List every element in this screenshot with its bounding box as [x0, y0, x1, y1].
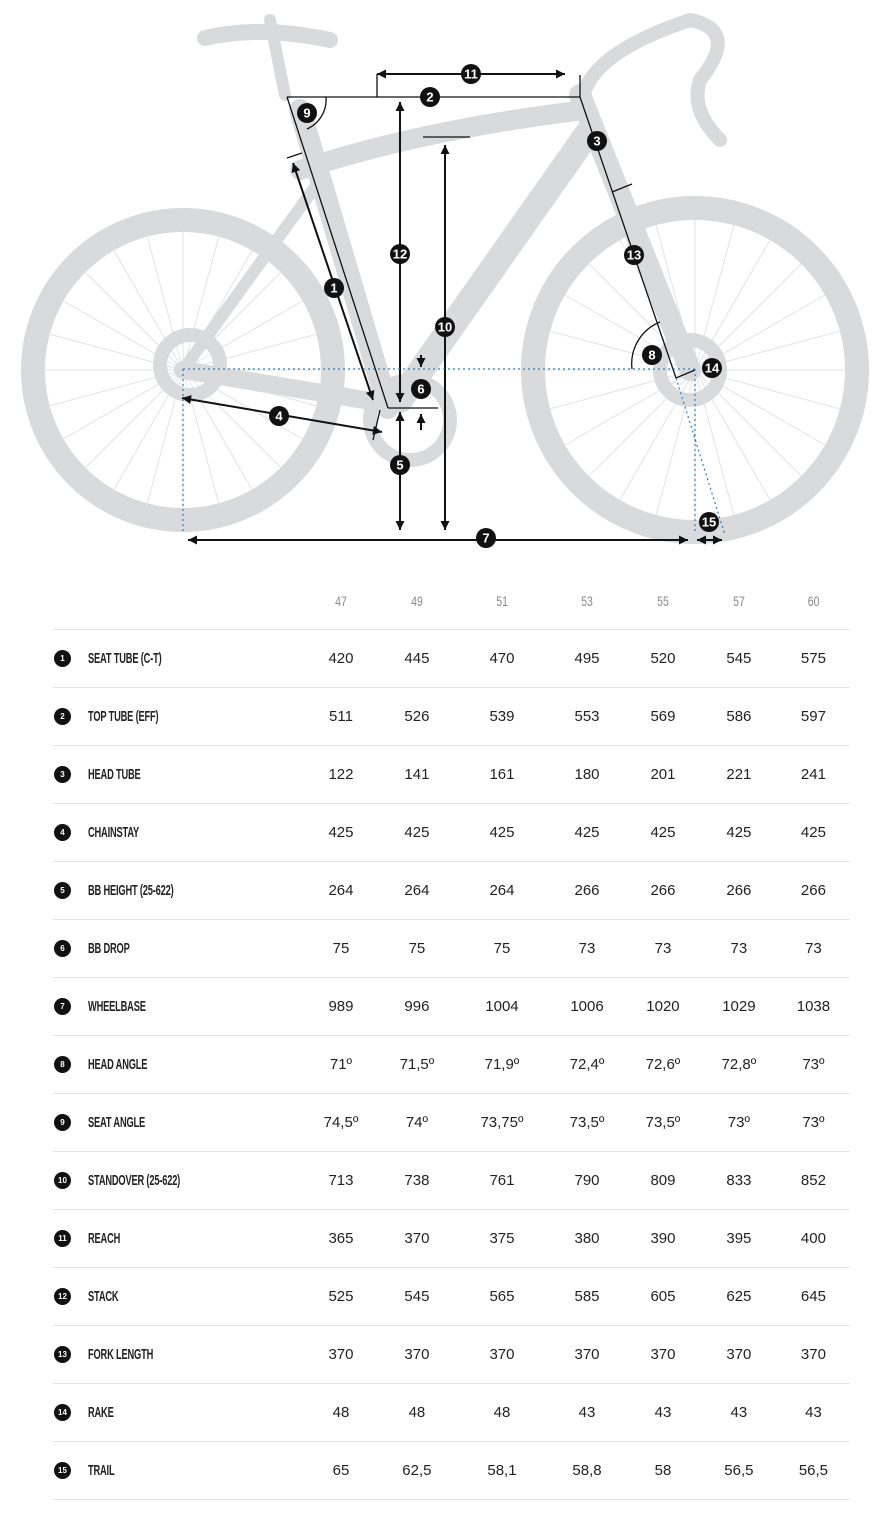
value-cell: 425	[777, 804, 850, 862]
value-cell: 72,6º	[625, 1036, 701, 1094]
value-cell: 62,5	[379, 1442, 455, 1500]
arrowhead	[396, 102, 405, 111]
arrowhead	[556, 70, 565, 79]
value-cell: 605	[625, 1268, 701, 1326]
value-cell: 58,8	[549, 1442, 625, 1500]
value-cell: 545	[379, 1268, 455, 1326]
marker-label: 10	[437, 319, 453, 335]
value-cell: 470	[455, 630, 549, 688]
value-cell: 73	[549, 920, 625, 978]
marker-label: 1	[330, 280, 338, 296]
marker-1	[324, 278, 344, 298]
value-cell: 425	[701, 804, 777, 862]
value-cell: 43	[777, 1384, 850, 1442]
size-header-60: 60	[807, 592, 820, 609]
table-row	[53, 1326, 850, 1384]
table-row	[53, 1210, 850, 1268]
table-row	[53, 1442, 850, 1500]
row-number-badge: 10	[54, 1172, 71, 1189]
row-label: BB HEIGHT (25-622)	[88, 882, 174, 900]
marker-label: 15	[701, 514, 717, 530]
value-cell: 511	[303, 688, 379, 746]
size-header-49: 49	[411, 592, 423, 609]
marker-label: 2	[426, 89, 434, 105]
value-cell: 370	[455, 1326, 549, 1384]
marker-label: 8	[648, 347, 656, 363]
geometry-table	[53, 572, 850, 1500]
marker-9	[297, 103, 317, 123]
value-cell: 520	[625, 630, 701, 688]
marker-2	[420, 87, 440, 107]
row-label: FORK LENGTH	[88, 1346, 154, 1364]
value-cell: 161	[455, 746, 549, 804]
value-cell: 370	[303, 1326, 379, 1384]
marker-11	[461, 64, 481, 84]
value-cell: 713	[303, 1152, 379, 1210]
row-label-cell	[53, 1268, 303, 1326]
marker-label: 5	[396, 457, 404, 473]
table-row	[53, 862, 850, 920]
table-row	[53, 1036, 850, 1094]
row-label: WHEELBASE	[88, 998, 146, 1016]
value-cell: 380	[549, 1210, 625, 1268]
value-cell: 73,5º	[625, 1094, 701, 1152]
value-cell: 425	[549, 804, 625, 862]
spoke	[589, 370, 695, 476]
row-number-badge: 2	[54, 708, 71, 725]
value-cell: 264	[455, 862, 549, 920]
row-label: TRAIL	[88, 1462, 115, 1480]
size-header-53: 53	[581, 592, 593, 609]
value-cell: 370	[701, 1326, 777, 1384]
value-cell: 73	[625, 920, 701, 978]
value-cell: 75	[303, 920, 379, 978]
row-label-cell	[53, 630, 303, 688]
table-row	[53, 746, 850, 804]
marker-label: 13	[626, 247, 642, 263]
value-cell: 370	[379, 1326, 455, 1384]
row-number-badge: 9	[54, 1114, 71, 1131]
value-cell: 400	[777, 1210, 850, 1268]
arrowhead	[377, 70, 386, 79]
row-number-badge: 6	[54, 940, 71, 957]
value-cell: 266	[701, 862, 777, 920]
value-cell: 553	[549, 688, 625, 746]
marker-13	[624, 245, 644, 265]
value-cell: 58,1	[455, 1442, 549, 1500]
value-cell: 390	[625, 1210, 701, 1268]
row-number-badge: 12	[54, 1288, 71, 1305]
size-header-row	[53, 572, 850, 630]
value-cell: 625	[701, 1268, 777, 1326]
marker-label: 9	[303, 105, 311, 121]
value-cell: 370	[549, 1326, 625, 1384]
marker-label: 6	[417, 381, 425, 397]
row-label-cell	[53, 1326, 303, 1384]
value-cell: 833	[701, 1152, 777, 1210]
row-label: CHAINSTAY	[88, 824, 140, 842]
value-cell: 58	[625, 1442, 701, 1500]
value-cell: 56,5	[777, 1442, 850, 1500]
value-cell: 43	[701, 1384, 777, 1442]
value-cell: 141	[379, 746, 455, 804]
value-cell: 425	[625, 804, 701, 862]
row-label: REACH	[88, 1230, 121, 1248]
row-label-cell	[53, 978, 303, 1036]
value-cell: 71,9º	[455, 1036, 549, 1094]
value-cell: 43	[625, 1384, 701, 1442]
value-cell: 71,5º	[379, 1036, 455, 1094]
row-label-cell	[53, 746, 303, 804]
row-label-cell	[53, 920, 303, 978]
marker-12	[390, 244, 410, 264]
arrowhead	[188, 536, 197, 545]
marker-5	[390, 455, 410, 475]
value-cell: 56,5	[701, 1442, 777, 1500]
spoke	[113, 249, 183, 370]
value-cell: 221	[701, 746, 777, 804]
value-cell: 73º	[777, 1094, 850, 1152]
value-cell: 645	[777, 1268, 850, 1326]
value-cell: 425	[455, 804, 549, 862]
size-header-57: 57	[733, 592, 745, 609]
value-cell: 73	[701, 920, 777, 978]
value-cell: 539	[455, 688, 549, 746]
value-cell: 525	[303, 1268, 379, 1326]
row-label-cell	[53, 862, 303, 920]
value-cell: 73,5º	[549, 1094, 625, 1152]
row-number-badge: 3	[54, 766, 71, 783]
value-cell: 370	[777, 1326, 850, 1384]
value-cell: 425	[303, 804, 379, 862]
value-cell: 790	[549, 1152, 625, 1210]
row-number-badge: 7	[54, 998, 71, 1015]
value-cell: 71º	[303, 1036, 379, 1094]
value-cell: 264	[303, 862, 379, 920]
row-number-badge: 11	[54, 1230, 71, 1247]
table-row	[53, 630, 850, 688]
value-cell: 597	[777, 688, 850, 746]
table-row	[53, 1152, 850, 1210]
value-cell: 73	[777, 920, 850, 978]
value-cell: 75	[379, 920, 455, 978]
value-cell: 73,75º	[455, 1094, 549, 1152]
row-number-badge: 1	[54, 650, 71, 667]
arrowhead	[441, 521, 450, 530]
marker-label: 7	[482, 530, 490, 546]
marker-6	[411, 379, 431, 399]
row-label: SEAT ANGLE	[88, 1114, 146, 1132]
value-cell: 375	[455, 1210, 549, 1268]
value-cell: 370	[625, 1326, 701, 1384]
row-label: STANDOVER (25-622)	[88, 1172, 181, 1190]
marker-label: 12	[392, 246, 408, 262]
table-row	[53, 1268, 850, 1326]
value-cell: 852	[777, 1152, 850, 1210]
value-cell: 74º	[379, 1094, 455, 1152]
value-cell: 1038	[777, 978, 850, 1036]
value-cell: 266	[625, 862, 701, 920]
table-row	[53, 688, 850, 746]
value-cell: 1029	[701, 978, 777, 1036]
value-cell: 526	[379, 688, 455, 746]
value-cell: 425	[379, 804, 455, 862]
value-cell: 266	[549, 862, 625, 920]
value-cell: 809	[625, 1152, 701, 1210]
arrowhead	[441, 145, 450, 154]
row-label-cell	[53, 688, 303, 746]
marker-14	[702, 358, 722, 378]
row-number-badge: 14	[54, 1404, 71, 1421]
marker-15	[699, 512, 719, 532]
value-cell: 996	[379, 978, 455, 1036]
row-number-badge: 5	[54, 882, 71, 899]
marker-10	[435, 317, 455, 337]
marker-8	[642, 345, 662, 365]
value-cell: 575	[777, 630, 850, 688]
marker-label: 14	[704, 360, 720, 376]
row-number-badge: 13	[54, 1346, 71, 1363]
row-label-cell	[53, 804, 303, 862]
value-cell: 48	[455, 1384, 549, 1442]
value-cell: 989	[303, 978, 379, 1036]
value-cell: 569	[625, 688, 701, 746]
bike-geometry-diagram	[0, 0, 886, 560]
value-cell: 545	[701, 630, 777, 688]
size-header-55: 55	[657, 592, 669, 609]
row-label: HEAD ANGLE	[88, 1056, 148, 1074]
value-cell: 1020	[625, 978, 701, 1036]
table-row	[53, 978, 850, 1036]
value-cell: 585	[549, 1268, 625, 1326]
row-label-cell	[53, 1210, 303, 1268]
spoke	[565, 370, 695, 445]
value-cell: 586	[701, 688, 777, 746]
marker-3	[587, 131, 607, 151]
value-cell: 73º	[777, 1036, 850, 1094]
value-cell: 1004	[455, 978, 549, 1036]
table-row	[53, 1094, 850, 1152]
arrowhead	[396, 521, 405, 530]
value-cell: 395	[701, 1210, 777, 1268]
value-cell: 72,4º	[549, 1036, 625, 1094]
marker-label: 11	[464, 66, 478, 82]
table-row	[53, 1384, 850, 1442]
row-label-cell	[53, 1152, 303, 1210]
row-number-badge: 8	[54, 1056, 71, 1073]
value-cell: 73º	[701, 1094, 777, 1152]
row-label-cell	[53, 1384, 303, 1442]
value-cell: 495	[549, 630, 625, 688]
value-cell: 65	[303, 1442, 379, 1500]
size-header-51: 51	[496, 592, 508, 609]
row-number-badge: 15	[54, 1462, 71, 1479]
value-cell: 180	[549, 746, 625, 804]
row-label-cell	[53, 1036, 303, 1094]
marker-7	[476, 528, 496, 548]
value-cell: 1006	[549, 978, 625, 1036]
value-cell: 241	[777, 746, 850, 804]
marker-4	[269, 406, 289, 426]
row-label: HEAD TUBE	[88, 766, 141, 784]
arrowhead	[417, 414, 426, 423]
row-label: STACK	[88, 1288, 119, 1306]
value-cell: 72,8º	[701, 1036, 777, 1094]
value-cell: 370	[379, 1210, 455, 1268]
size-header-47: 47	[335, 592, 347, 609]
row-label-cell	[53, 1442, 303, 1500]
value-cell: 43	[549, 1384, 625, 1442]
row-label: BB DROP	[88, 940, 130, 958]
value-cell: 122	[303, 746, 379, 804]
marker-label: 4	[275, 408, 283, 424]
row-label: TOP TUBE (EFF)	[88, 708, 159, 726]
value-cell: 201	[625, 746, 701, 804]
value-cell: 565	[455, 1268, 549, 1326]
value-cell: 264	[379, 862, 455, 920]
value-cell: 266	[777, 862, 850, 920]
value-cell: 48	[303, 1384, 379, 1442]
row-label: SEAT TUBE (C-T)	[88, 650, 162, 668]
spoke	[620, 370, 695, 500]
value-cell: 420	[303, 630, 379, 688]
value-cell: 738	[379, 1152, 455, 1210]
marker-label: 3	[593, 133, 601, 149]
value-cell: 48	[379, 1384, 455, 1442]
table-row	[53, 920, 850, 978]
value-cell: 761	[455, 1152, 549, 1210]
value-cell: 445	[379, 630, 455, 688]
value-cell: 365	[303, 1210, 379, 1268]
row-label-cell	[53, 1094, 303, 1152]
row-number-badge: 4	[54, 824, 71, 841]
value-cell: 74,5º	[303, 1094, 379, 1152]
table-row	[53, 804, 850, 862]
row-label: RAKE	[88, 1404, 114, 1422]
value-cell: 75	[455, 920, 549, 978]
